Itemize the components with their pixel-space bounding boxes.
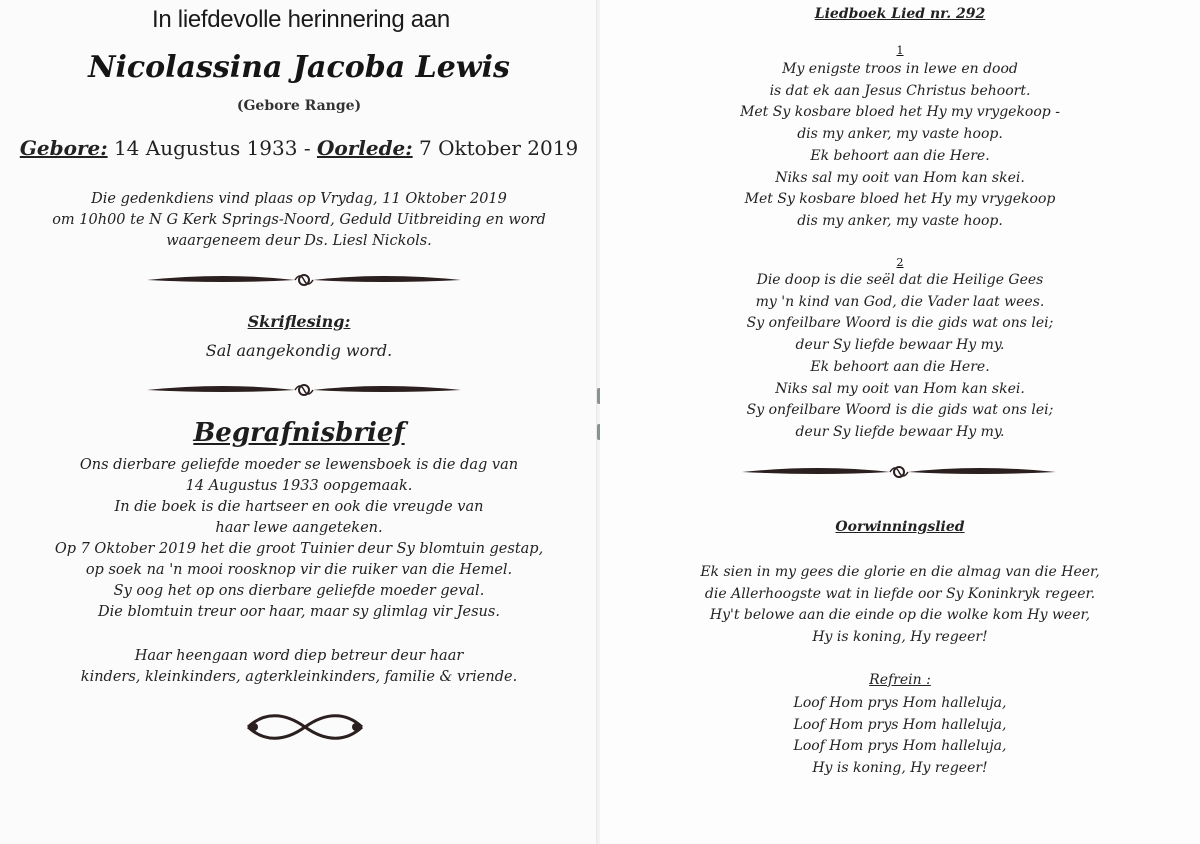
song-line: Hy't belowe aan die einde op die wolke kom Hy weer,: [709, 607, 1091, 624]
verse-line: Die doop is die seël dat die Heilige Gees: [756, 272, 1044, 288]
victory-song: [600, 562, 1200, 649]
died-date: 7 Oktober 2019: [419, 136, 579, 160]
verse-line: deur Sy liefde bewaar Hy my.: [795, 423, 1005, 440]
verse-line: Met Sy kosbare bloed het Hy my vrygekoop -: [740, 104, 1060, 121]
verse-1: [600, 59, 1200, 233]
date-separator: -: [303, 136, 311, 160]
ornament-divider-3: [740, 460, 1058, 484]
song-line: Hy is koning, Hy regeer!: [812, 629, 988, 646]
born-label: Gebore:: [19, 136, 108, 160]
letter-body: [0, 455, 598, 623]
memorial-heading: In liefdevolle herinnering aan: [152, 6, 450, 33]
verse-line: my 'n kind van God, die Vader laat wees.: [755, 293, 1045, 310]
refrain-line: Loof Hom prys Hom halleluja,: [793, 695, 1007, 711]
verse-line: is dat ek aan Jesus Christus behoort.: [769, 82, 1031, 99]
letter-line: Sy oog het op ons dierbare geliefde moeder geval.: [113, 583, 485, 599]
born-date: 14 Augustus 1933: [113, 136, 298, 160]
closing-line: kinders, kleinkinders, agterkleinkinders, familie & vriende.: [80, 669, 518, 685]
verse-line: dis my anker, my vaste hoop.: [797, 212, 1003, 229]
verse-line: Niks sal my ooit van Hom kan skei.: [775, 169, 1025, 186]
letter-closing: [0, 646, 598, 688]
reading-title: Skriflesing:: [247, 312, 351, 331]
verse-line: dis my anker, my vaste hoop.: [797, 126, 1003, 143]
ornament-divider-2: [145, 378, 463, 402]
victory-title: Oorwinningslied: [835, 519, 965, 535]
service-line: waargeneem deur Ds. Liesl Nickols.: [166, 233, 432, 249]
closing-line: Haar heengaan word diep betreur deur haar: [134, 648, 464, 664]
deceased-name: Nicolassina Jacoba Lewis: [88, 50, 510, 85]
verse-number-1: 1: [896, 44, 904, 57]
verse-line: Met Sy kosbare bloed het Hy my vrygekoop: [744, 191, 1056, 208]
letter-line: op soek na 'n mooi roosknop vir die ruiker van die Hemel.: [85, 562, 513, 578]
verse-line: Ek behoort aan die Here.: [810, 147, 990, 164]
letter-line: Op 7 Oktober 2019 het die groot Tuinier deur Sy blomtuin gestap,: [54, 541, 544, 557]
letter-line: Die blomtuin treur oor haar, maar sy glimlag vir Jesus.: [98, 604, 500, 620]
died-label: Oorlede:: [316, 136, 413, 160]
right-page: [600, 0, 1200, 844]
song-line: Ek sien in my gees die glorie en die almag van die Heer,: [700, 564, 1100, 580]
refrain-line: Hy is koning, Hy regeer!: [812, 760, 988, 777]
ornament-divider-1: [145, 268, 463, 292]
service-line: Die gedenkdiens vind plaas op Vrydag, 11 Oktober 2019: [91, 191, 507, 207]
song-line: die Allerhoogste wat in liefde oor Sy Koninkryk regeer.: [704, 585, 1096, 602]
service-line: om 10h00 te N G Kerk Springs-Noord, Geduld Uitbreiding en word: [52, 212, 546, 228]
verse-line: Niks sal my ooit van Hom kan skei.: [775, 380, 1025, 397]
refrain-label: Refrein :: [869, 672, 931, 688]
refrain-line: Loof Hom prys Hom halleluja,: [793, 716, 1007, 733]
refrain-line: Loof Hom prys Hom halleluja,: [793, 738, 1007, 755]
letter-line: haar lewe aangeteken.: [215, 520, 383, 536]
verse-line: My enigste troos in lewe en dood: [782, 61, 1018, 77]
verse-2: [600, 270, 1200, 444]
verse-line: Sy onfeilbare Woord is die gids wat ons lei;: [746, 402, 1054, 419]
refrain: [600, 693, 1200, 780]
hymn-title: Liedboek Lied nr. 292: [814, 6, 986, 22]
verse-line: Ek behoort aan die Here.: [810, 358, 990, 375]
service-details: [0, 189, 598, 252]
letter-line: Ons dierbare geliefde moeder se lewensboek is die dag van: [79, 457, 519, 473]
verse-line: Sy onfeilbare Woord is die gids wat ons lei;: [746, 315, 1054, 332]
reading-text: Sal aangekondig word.: [205, 341, 393, 360]
verse-line: deur Sy liefde bewaar Hy my.: [795, 337, 1005, 354]
maiden-name: (Gebore Range): [236, 98, 362, 114]
verse-number-2: 2: [896, 256, 904, 269]
letter-line: In die boek is die hartseer en ook die vreugde van: [114, 499, 484, 515]
flourish-ornament: [244, 710, 366, 744]
letter-line: 14 Augustus 1933 oopgemaak.: [185, 478, 413, 494]
life-dates: [0, 136, 598, 160]
left-page: [0, 0, 598, 844]
letter-title: Begrafnisbrief: [193, 418, 405, 448]
